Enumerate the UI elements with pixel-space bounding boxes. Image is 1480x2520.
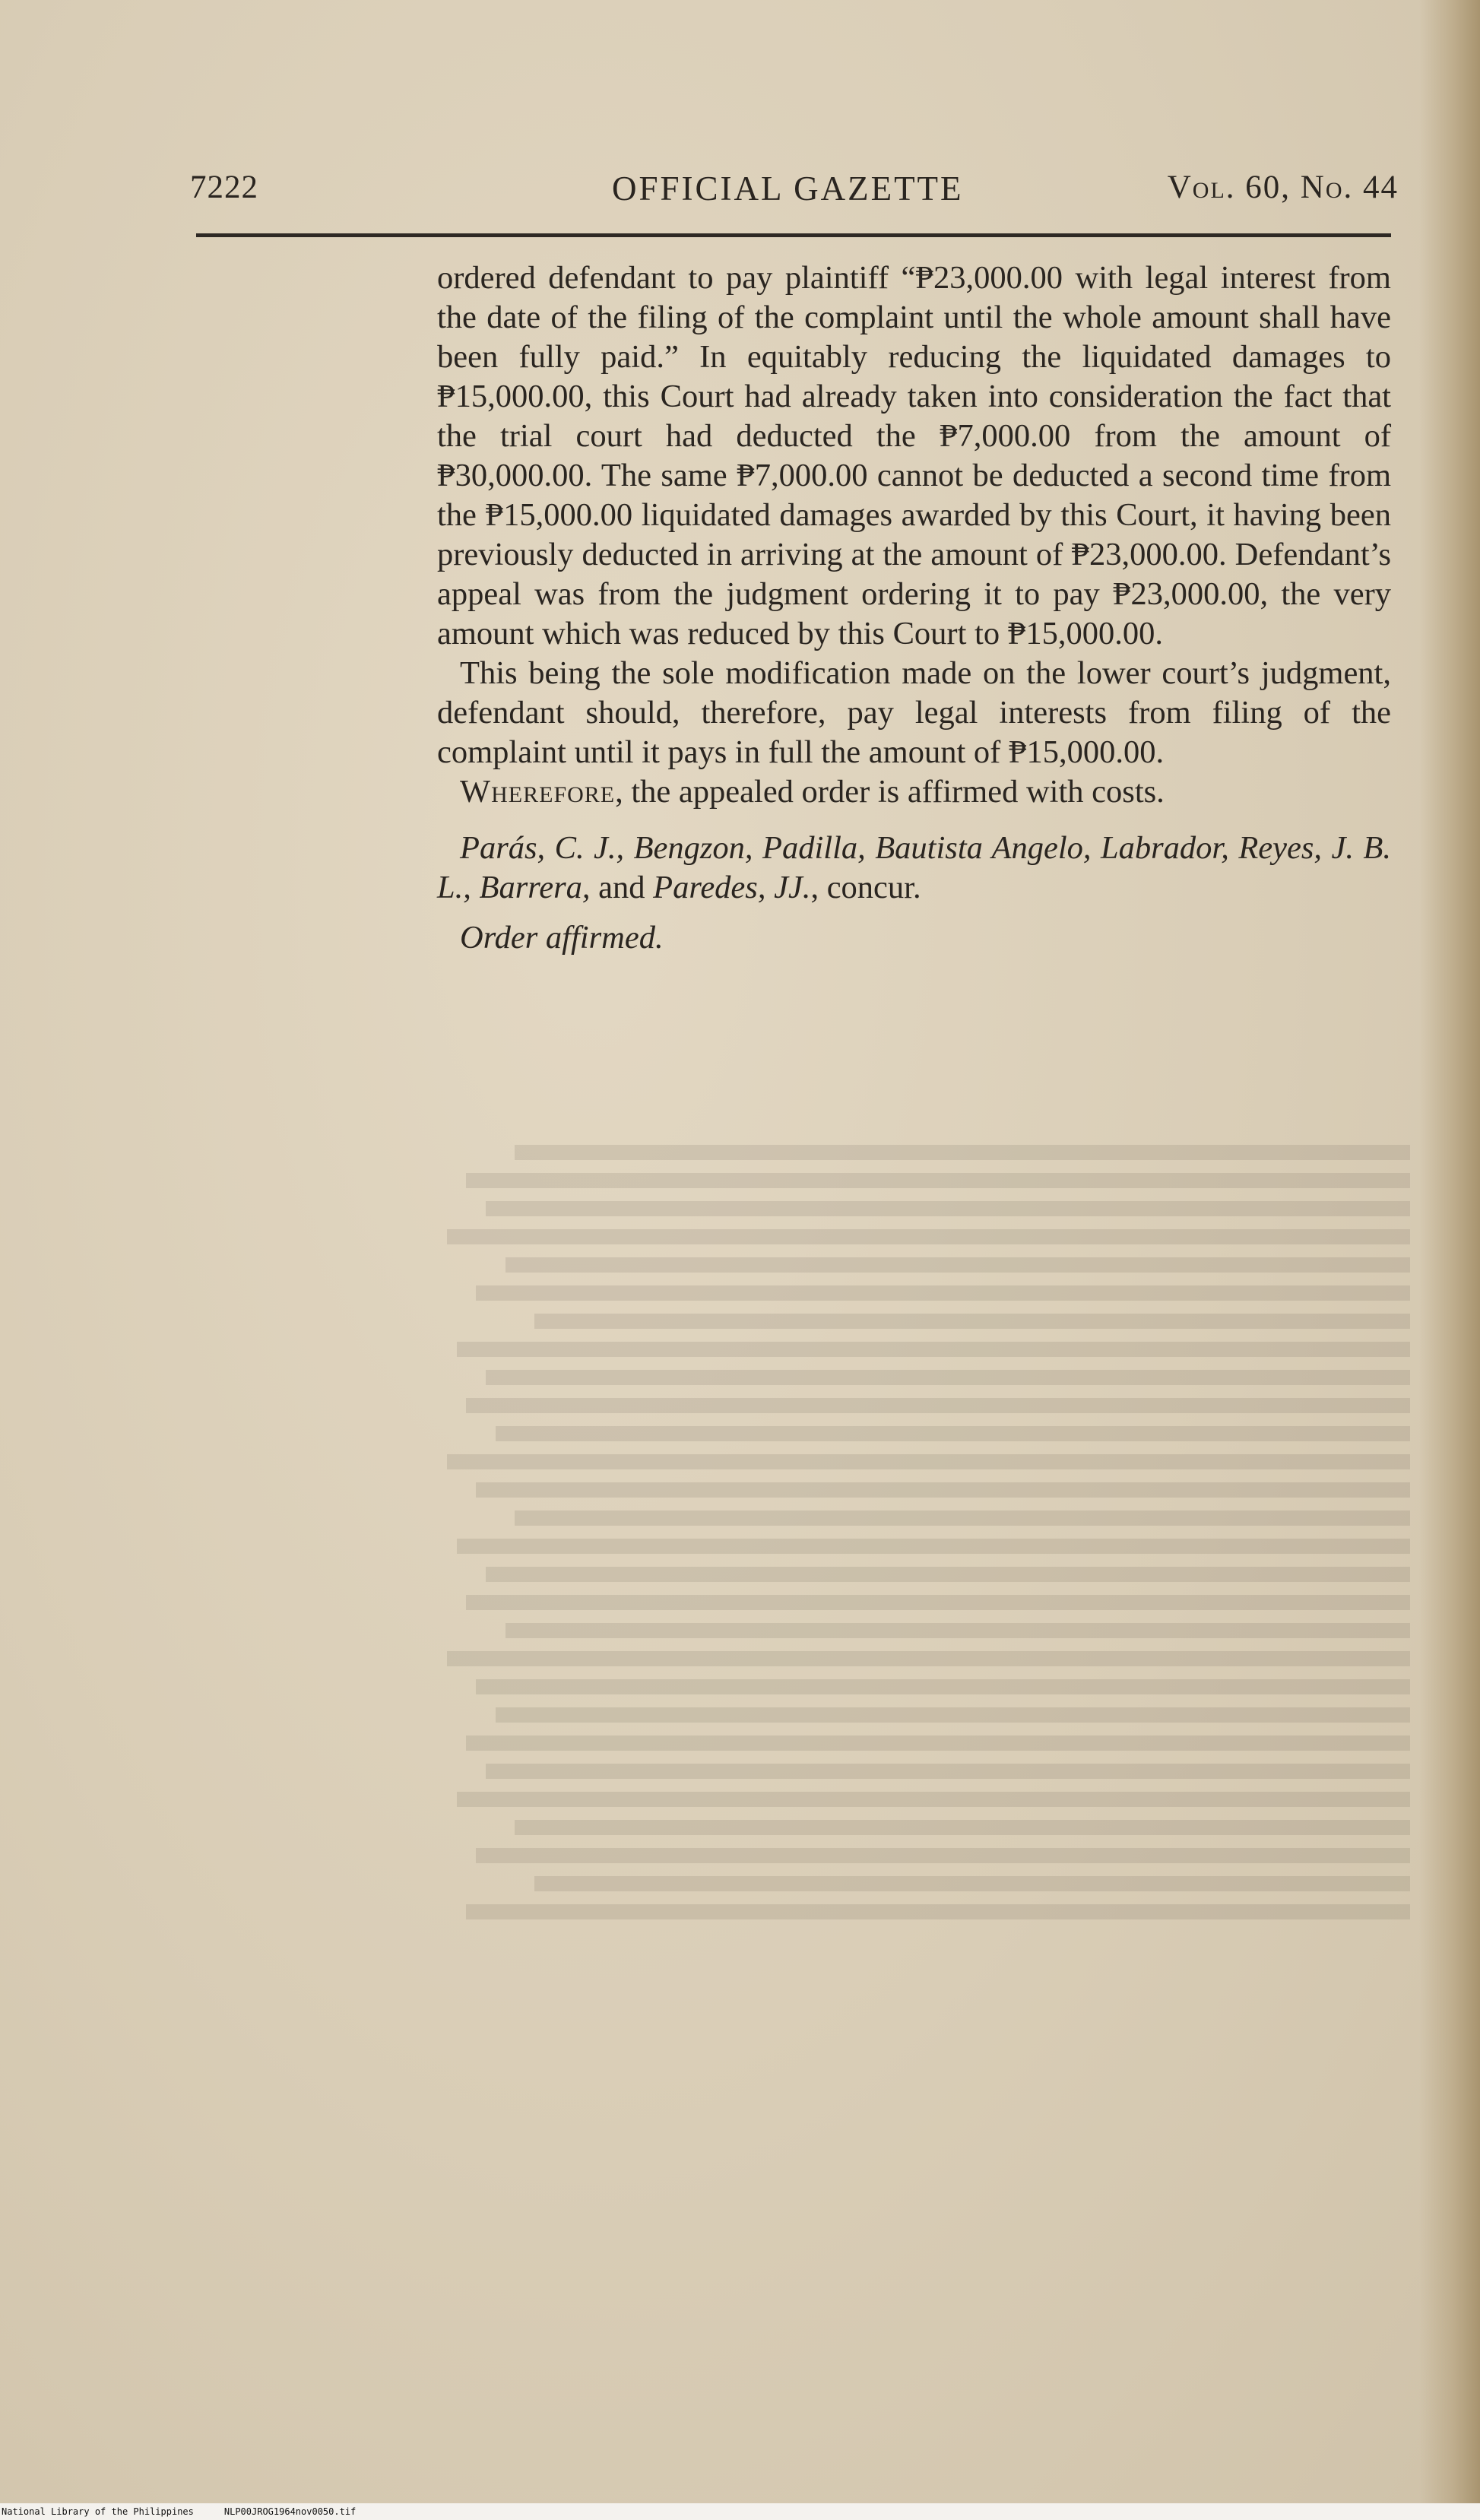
paragraph-modification: This being the sole modification made on the lower court’s judgment, defendant should, therefore, pay legal interests from filing of the complaint until it pays in full the amount of ₱15,000.00. xyxy=(437,655,1391,770)
scan-footer xyxy=(0,2503,1480,2520)
paragraph-continuation: ordered defendant to pay plaintiff “₱23,000.00 with legal interest from the date of the filing of the complaint until the whole amount shall have been fully paid.” In equitably reducing the liquidated damages to ₱15,000.00, this Court had already taken into consideration the fact that the trial court had deducted the ₱7,000.00 from the amount of ₱30,000.00. The same ₱7,000.00 cannot be deducted a second time from the ₱15,000.00 liquidated damages awarded by this Court, it having been previously deducted in arriving at the amount of ₱23,000.00. Defendant’s appeal was from the judgment ordering it to pay ₱23,000.00, the very amount which was reduced by this Court to ₱15,000.00. xyxy=(437,260,1391,651)
wherefore-word: Wherefore xyxy=(460,774,616,810)
footer-filename: NLP00JROG1964nov0050.tif xyxy=(223,2506,357,2517)
header-rule xyxy=(196,233,1391,237)
page-header xyxy=(190,169,1399,214)
footer-library: National Library of the Philippines xyxy=(2,2506,194,2517)
concur-word: , concur. xyxy=(810,870,921,905)
page-edge-shadow xyxy=(1419,0,1480,2520)
paragraph-wherefore xyxy=(437,772,1391,812)
concur-and: and xyxy=(590,870,654,905)
concurring-justices-last: Paredes, JJ. xyxy=(653,870,811,905)
concurrence xyxy=(437,829,1391,908)
concurring-justices: Parás, C. J., Bengzon, Padilla, Bautista Angelo, Labrador, Reyes, J. B. L., Barrera, xyxy=(437,830,1391,905)
disposition: Order affirmed. xyxy=(460,920,664,956)
body-text xyxy=(437,258,1391,958)
page-number: 7222 xyxy=(190,170,258,205)
show-through-text xyxy=(437,1133,1410,2273)
publication-title: OFFICIAL GAZETTE xyxy=(612,170,964,208)
wherefore-text: , the appealed order is affirmed with costs. xyxy=(615,774,1165,810)
volume-issue: Vol. 60, No. 44 xyxy=(1167,170,1399,205)
